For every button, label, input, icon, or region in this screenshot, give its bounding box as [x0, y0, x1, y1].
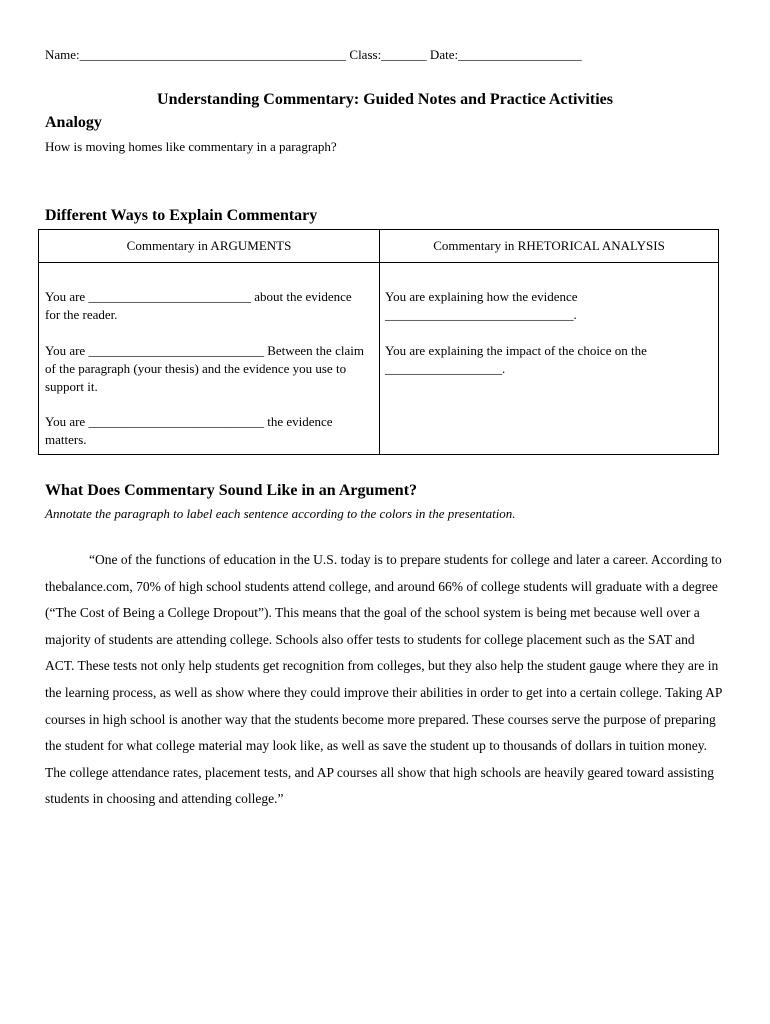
- table-cell-rhetorical-1: You are explaining how the evidence _____________________________.: [385, 289, 578, 322]
- table-cell-arguments-2: You are ___________________________ Between the claim of the paragraph (your thesis) and the evidence you use to support it.: [45, 343, 364, 394]
- table-column-divider: [379, 230, 380, 454]
- analogy-question: How is moving homes like commentary in a paragraph?: [45, 139, 337, 154]
- table-cell-rhetorical-2: You are explaining the impact of the choice on the __________________.: [385, 343, 647, 376]
- table-header-arguments: Commentary in ARGUMENTS: [126, 238, 292, 253]
- commentary-table: [38, 229, 719, 455]
- argument-heading: What Does Commentary Sound Like in an Argument?: [45, 482, 418, 499]
- sample-paragraph: “One of the functions of education in the U.S. today is to prepare students for college and later a career. According to thebalance.com, 70% of high school students attend college, and around 66% of college students will graduate with a degree (“The Cost of Being a College Dropout”). This means that the goal of the school system is being met because well over a majority of students are attending college. Schools also offer tests to students for college placement such as the SAT and ACT. These tests not only help students get recognition from colleges, but they also help the student gauge where they are in the learning process, as well as show where they could improve their abilities in order to get into a certain college. Taking AP courses in high school is another way that the students become more prepared. These courses serve the purpose of preparing the student for what college material may look like, as well as save the student up to thousands of dollars in tuition money. The college attendance rates, placement tests, and AP courses all show that high schools are heavily geared toward assisting students in choosing and attending college.”: [45, 552, 722, 807]
- table-header-divider: [39, 262, 718, 263]
- argument-instruction: Annotate the paragraph to label each sentence according to the colors in the presentation.: [45, 506, 516, 521]
- table-cell-arguments-3: You are ___________________________ the evidence matters.: [45, 414, 333, 447]
- analogy-heading: Analogy: [45, 114, 102, 131]
- table-cell-arguments-1: You are _________________________ about the evidence for the reader.: [45, 289, 352, 322]
- table-header-rhetorical: Commentary in RHETORICAL ANALYSIS: [433, 238, 665, 253]
- page-title: Understanding Commentary: Guided Notes and Practice Activities: [157, 91, 613, 108]
- ways-heading: Different Ways to Explain Commentary: [45, 207, 318, 224]
- name-class-date-line: Name:_________________________________________ Class:_______ Date:___________________: [45, 47, 582, 62]
